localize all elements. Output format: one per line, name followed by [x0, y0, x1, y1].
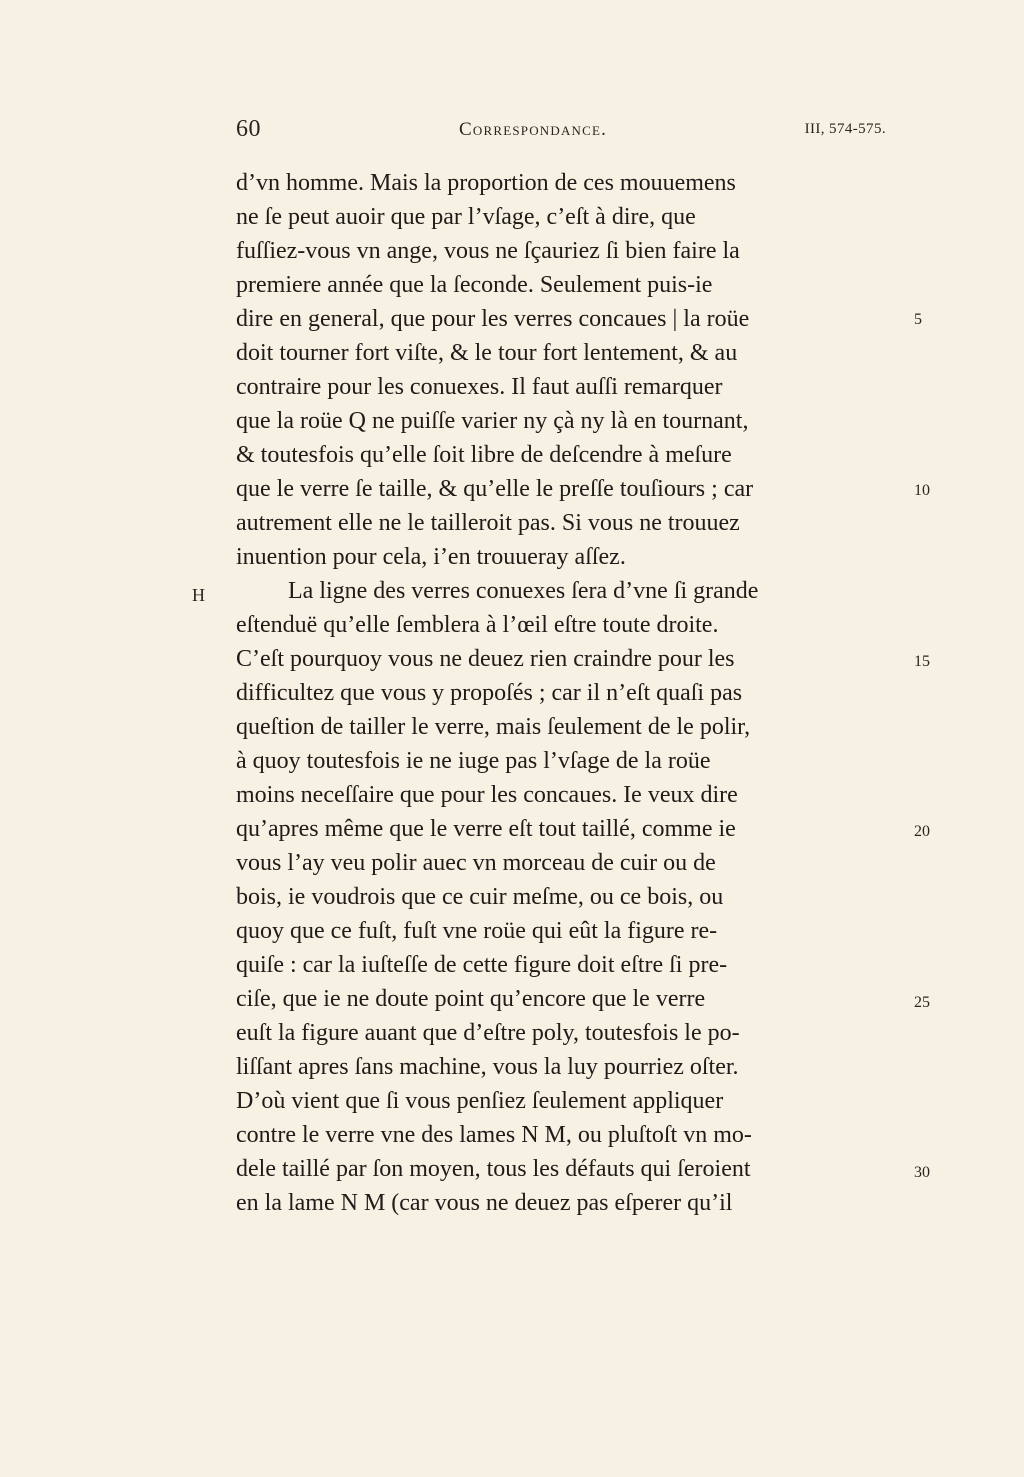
- text-line-content: bois, ie voudrois que ce cuir meſme, ou ce bois, ou: [236, 884, 724, 910]
- text-line-content: ne ſe peut auoir que par l’vſage, c’eſt à dire, que: [236, 204, 696, 230]
- page-header: [236, 116, 886, 156]
- text-line: [236, 1186, 886, 1220]
- text-line: [236, 336, 886, 370]
- text-line-content: D’où vient que ſi vous penſiez ſeulement appliquer: [236, 1088, 724, 1114]
- text-line: [236, 404, 886, 438]
- text-line: [236, 744, 886, 778]
- text-line-content: euſt la figure auant que d’eſtre poly, toutesfois le po-: [236, 1020, 740, 1046]
- text-line: [236, 846, 886, 880]
- line-number-10: 10: [914, 482, 930, 499]
- text-line-content: autrement elle ne le tailleroit pas. Si vous ne trouuez: [236, 510, 740, 536]
- text-line-content: liſſant apres ſans machine, vous la luy pourriez oſter.: [236, 1054, 739, 1080]
- text-line-content: d’vn homme. Mais la proportion de ces mouuemens: [236, 170, 736, 196]
- text-line-content: La ligne des verres conuexes ſera d’vne ſi grande: [288, 578, 759, 604]
- text-line-content: en la lame N M (car vous ne deuez pas eſperer qu’il: [236, 1190, 733, 1216]
- text-line-content: quoy que ce fuſt, fuſt vne roüe qui eût la figure re-: [236, 918, 718, 944]
- text-line: [236, 234, 886, 268]
- text-line: [236, 1050, 886, 1084]
- text-line-content: difficultez que vous y propoſés ; car il n’eſt quaſi pas: [236, 680, 743, 706]
- text-line: [236, 642, 886, 676]
- line-number-20: 20: [914, 823, 930, 840]
- text-line-content: que la roüe Q ne puiſſe varier ny çà ny là en tournant,: [236, 408, 749, 434]
- text-line-content: vous l’ay veu polir auec vn morceau de cuir ou de: [236, 850, 716, 876]
- text-line: [236, 880, 886, 914]
- text-line: [236, 1152, 886, 1186]
- text-line-content: eſtenduë qu’elle ſemblera à l’œil eſtre toute droite.: [236, 612, 719, 638]
- text-line: [236, 574, 886, 608]
- text-line-content: à quoy toutesfois ie ne iuge pas l’vſage de la roüe: [236, 748, 711, 774]
- text-line: [236, 1084, 886, 1118]
- text-line: [236, 540, 886, 574]
- text-line-content: doit tourner fort viſte, & le tour fort lentement, & au: [236, 340, 738, 366]
- text-line: [236, 370, 886, 404]
- body-text: [236, 166, 886, 1220]
- text-line: [236, 268, 886, 302]
- text-line: [236, 200, 886, 234]
- text-line-content: contre le verre vne des lames N M, ou pluſtoſt vn mo-: [236, 1122, 752, 1148]
- line-number-5: 5: [914, 311, 922, 328]
- text-line-content: qu’apres même que le verre eſt tout taillé, comme ie: [236, 816, 736, 842]
- text-line: [236, 676, 886, 710]
- text-line: [236, 812, 886, 846]
- text-line: [236, 438, 886, 472]
- text-line: [236, 302, 886, 336]
- text-line-content: & toutesfois qu’elle ſoit libre de deſcendre à meſure: [236, 442, 732, 468]
- text-line-content: dire en general, que pour les verres concaues | la roüe: [236, 306, 750, 332]
- text-line: [236, 914, 886, 948]
- line-number-25: 25: [914, 994, 930, 1011]
- page-number: 60: [236, 116, 261, 142]
- text-line: [236, 472, 886, 506]
- text-line-content: contraire pour les conuexes. Il faut auſſi remarquer: [236, 374, 723, 400]
- text-line-content: dele taillé par ſon moyen, tous les défauts qui ſeroient: [236, 1156, 751, 1182]
- margin-mark: H: [192, 585, 205, 605]
- text-line: [236, 982, 886, 1016]
- text-line-content: inuention pour cela, i’en trouueray aſſez.: [236, 544, 626, 570]
- text-line-content: quiſe : car la iuſteſſe de cette figure doit eſtre ſi pre-: [236, 952, 728, 978]
- text-line-content: que le verre ſe taille, & qu’elle le preſſe touſiours ; car: [236, 476, 754, 502]
- text-line-content: C’eſt pourquoy vous ne deuez rien craindre pour les: [236, 646, 735, 672]
- text-line: [236, 1016, 886, 1050]
- text-line: [236, 710, 886, 744]
- text-line-content: ciſe, que ie ne doute point qu’encore que le verre: [236, 986, 706, 1012]
- text-line-content: moins neceſſaire que pour les concaues. Ie veux dire: [236, 782, 738, 808]
- text-line: [236, 506, 886, 540]
- line-number-15: 15: [914, 653, 930, 670]
- text-line: [236, 948, 886, 982]
- text-line-content: queſtion de tailler le verre, mais ſeulement de le polir,: [236, 714, 751, 740]
- text-line: [236, 778, 886, 812]
- running-title: Correspondance.: [459, 119, 608, 140]
- text-line: [236, 1118, 886, 1152]
- line-number-30: 30: [914, 1164, 930, 1181]
- text-line: [236, 166, 886, 200]
- text-line: [236, 608, 886, 642]
- text-line-content: premiere année que la ſeconde. Seulement puis-ie: [236, 272, 713, 298]
- text-line-content: fuſſiez-vous vn ange, vous ne ſçauriez ſi bien faire la: [236, 238, 740, 264]
- volume-reference: III, 574-575.: [804, 121, 886, 137]
